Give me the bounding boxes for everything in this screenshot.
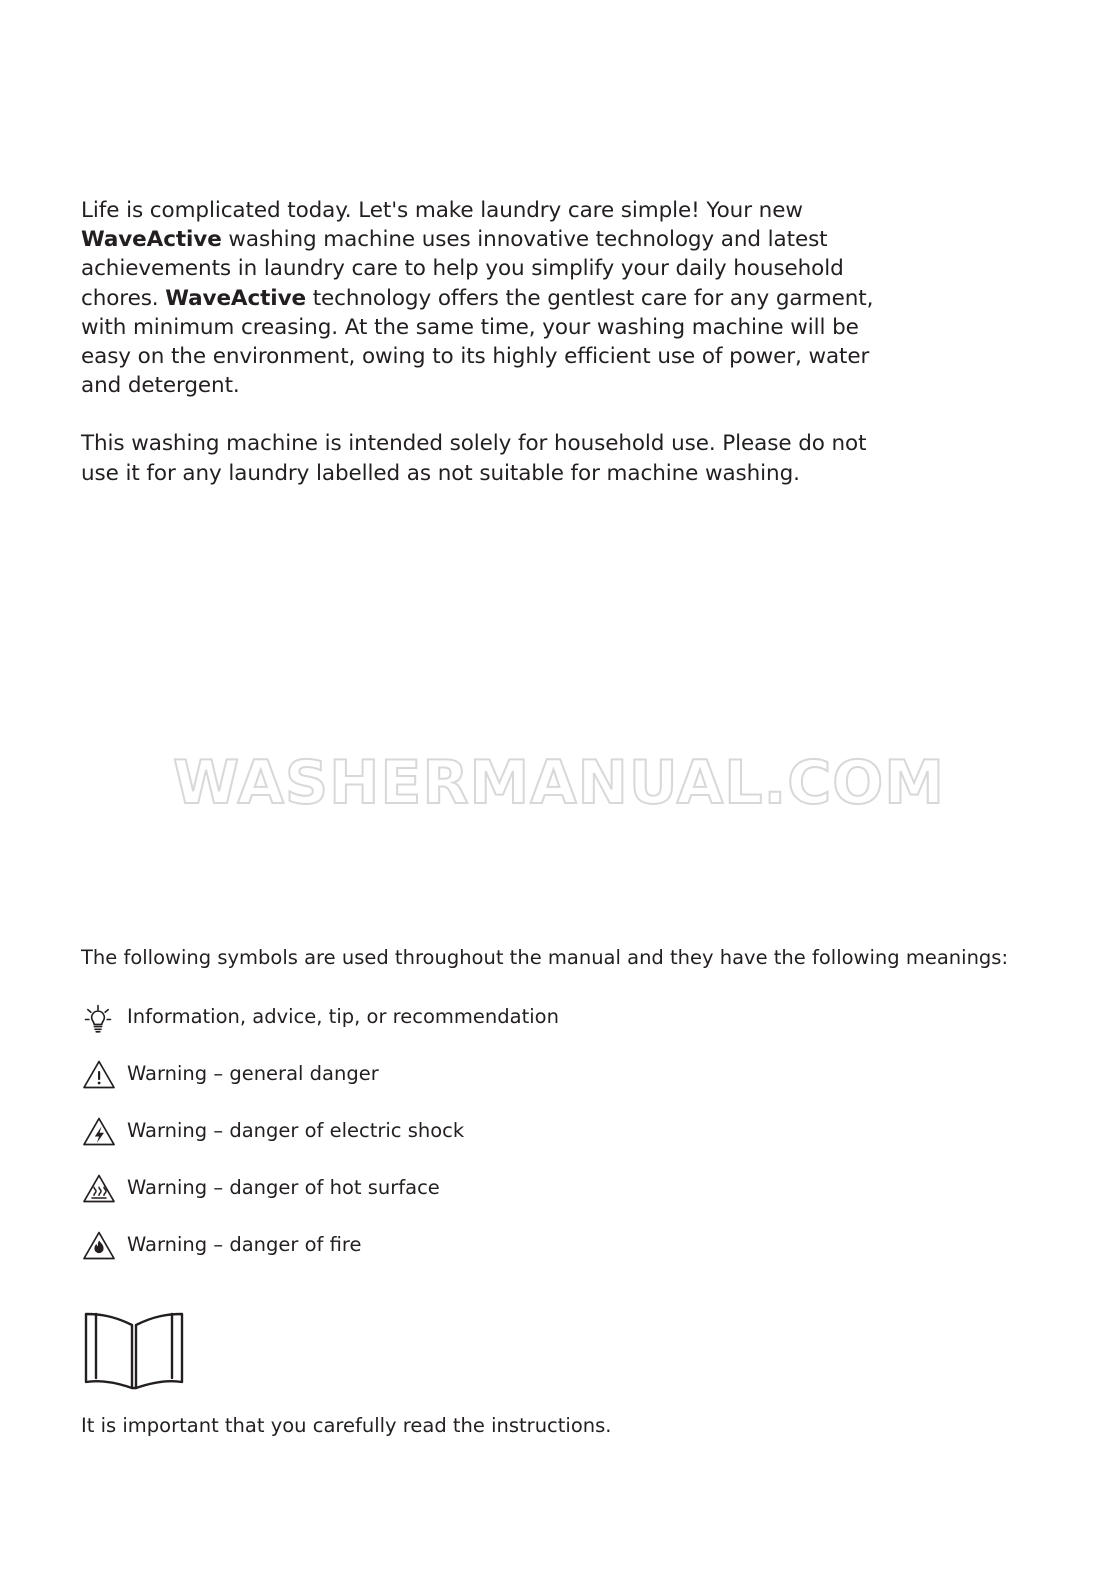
intro-text-run: Life is complicated today. Let's make laundry care simple! Your new (81, 198, 803, 223)
warning-fire-icon (81, 1225, 125, 1265)
lightbulb-icon (81, 997, 125, 1037)
symbol-row-hot-surface (81, 1159, 981, 1216)
symbol-row-general-danger (81, 1045, 981, 1102)
watermark: WASHERMANUAL.COM (173, 748, 945, 818)
footer-note: It is important that you carefully read the instructions. (81, 1414, 612, 1437)
symbols-intro-text: The following symbols are used throughout the manual and they have the following meanings: (81, 946, 1009, 969)
symbol-row-information (81, 988, 981, 1045)
open-book-icon (82, 1308, 186, 1394)
symbol-label-electric-shock: Warning – danger of electric shock (127, 1119, 465, 1142)
intro-paragraph-1 (81, 196, 881, 400)
symbol-label-fire: Warning – danger of fire (127, 1233, 362, 1256)
brand-name: WaveActive (165, 285, 306, 311)
symbol-label-information: Information, advice, tip, or recommendation (127, 1005, 559, 1028)
intro-paragraph-2: This washing machine is intended solely for household use. Please do not use it for any laundry labelled as not suitable for machine washing. (81, 431, 867, 486)
symbol-label-general-danger: Warning – general danger (127, 1062, 379, 1085)
warning-general-danger-icon (81, 1054, 125, 1094)
brand-name: WaveActive (81, 227, 222, 253)
symbol-row-electric-shock (81, 1102, 981, 1159)
intro-text-block (81, 196, 881, 488)
intro-text-run: technology offers the gentlest care for any garment, with minimum creasing. At the same time, your washing machine will be easy on the environment, owing to its highly efficient use of power, water and detergent. (81, 285, 874, 399)
symbol-row-fire (81, 1216, 981, 1273)
intro-text-run: washing machine uses innovative technology and latest achievements in laundry care to help you simplify your daily household chores. (81, 227, 844, 311)
warning-hot-surface-icon (81, 1168, 125, 1208)
symbol-legend-list (81, 988, 981, 1273)
symbol-label-hot-surface: Warning – danger of hot surface (127, 1176, 440, 1199)
warning-electric-shock-icon (81, 1111, 125, 1151)
